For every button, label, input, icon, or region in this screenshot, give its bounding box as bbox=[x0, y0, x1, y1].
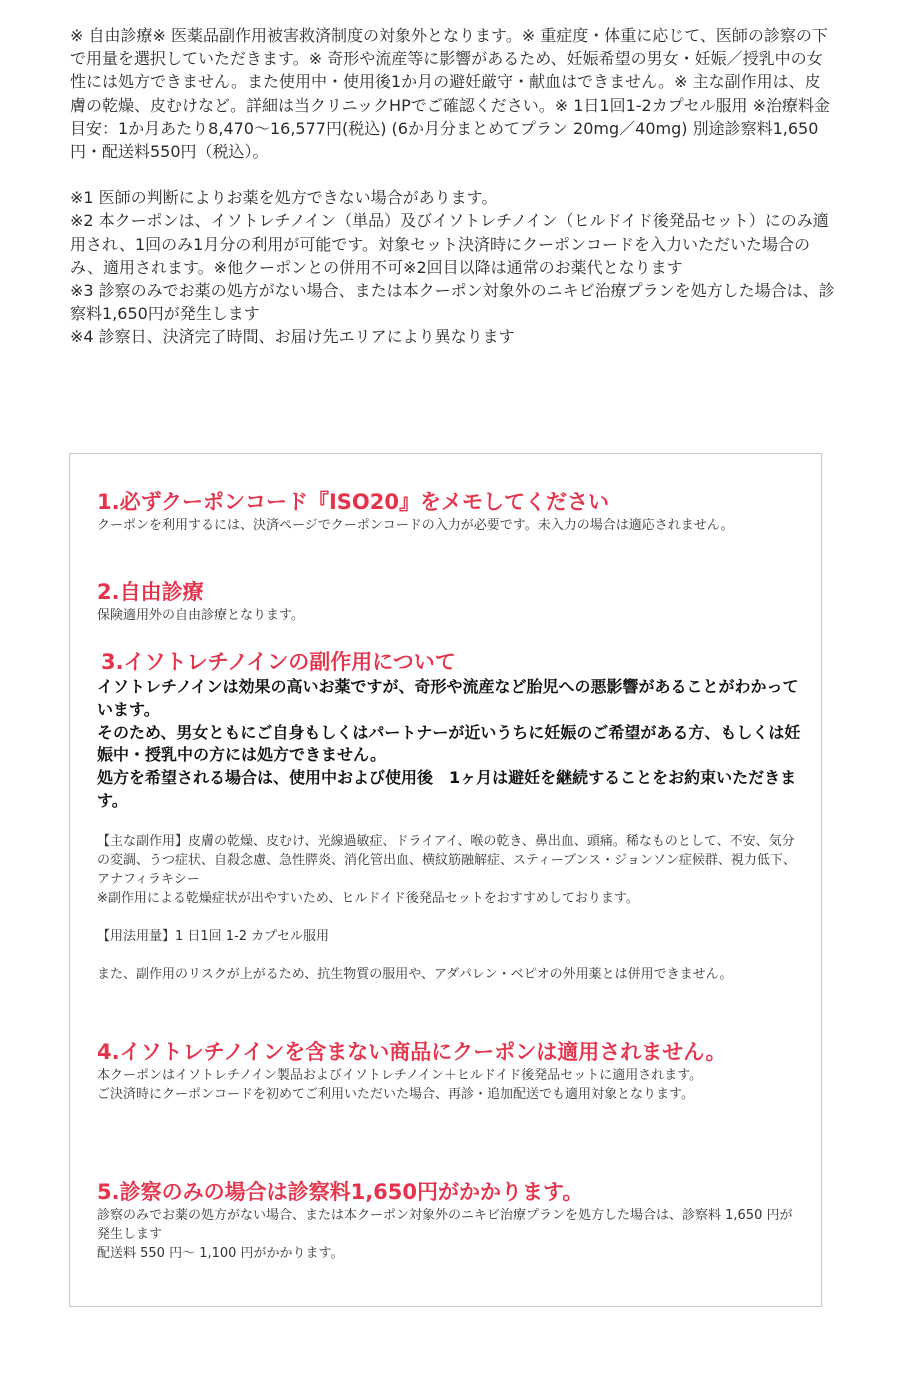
side-effects-list: 【主な副作用】皮膚の乾燥、皮むけ、光線過敏症、ドライアイ、喉の乾き、鼻出血、頭痛。稀なものとして、不安、気分の変調、うつ症状、自殺念慮、急性膵炎、消化管出血、横紋筋融解症、スティーブンス・ジョンソン症候群、視力低下、アナフィラキシー bbox=[97, 833, 796, 887]
note-2: ※2 本クーポンは、イソトレチノイン（単品）及びイソトレチノイン（ヒルドイド後発品セット）にのみ適用され、1回のみ1月分の利用が可能です。対象セット決済時にクーポンコードを入力いただいた場合のみ、適用されます。※他クーポンとの併用不可※2回目以降は通常のお薬代となります bbox=[70, 211, 829, 277]
dosage-text: 【用法用量】1 日1回 1-2 カプセル服用 bbox=[97, 928, 330, 944]
note-1: ※1 医師の判断によりお薬を処方できない場合があります。 bbox=[70, 188, 498, 208]
section-coupon-scope bbox=[97, 1038, 802, 1104]
section-1-title: 1.必ずクーポンコード『ISO20』をメモしてください bbox=[97, 490, 609, 514]
interaction-warning: また、副作用のリスクが上がるため、抗生物質の服用や、アダパレン・ベピオの外用薬とは併用できません。 bbox=[97, 966, 733, 982]
section-4-body-2: ご決済時にクーポンコードを初めてご利用いただいた場合、再診・追加配送でも適用対象となります。 bbox=[97, 1087, 694, 1102]
section-side-effects bbox=[97, 648, 802, 984]
section-2-body: 保険適用外の自由診療となります。 bbox=[97, 608, 304, 623]
section-3-warning-2: そのため、男女ともにご自身もしくはパートナーが近いうちに妊娠のご希望がある方、もしくは妊娠中・授乳中の方には処方できません。 bbox=[97, 722, 801, 765]
coupon-info-box bbox=[69, 453, 822, 1307]
section-3-warning-3: 処方を希望される場合は、使用中および使用後 1ヶ月は避妊を継続することをお約束いただきます。 bbox=[97, 768, 797, 810]
section-coupon-code bbox=[97, 488, 802, 535]
spacer bbox=[97, 908, 802, 927]
dryness-note: ※副作用による乾燥症状が出やすいため、ヒルドイド後発品セットをおすすめしております。 bbox=[97, 890, 639, 906]
section-1-body: クーポンを利用するには、決済ページでクーポンコードの入力が必要です。未入力の場合は適応されません。 bbox=[97, 518, 734, 533]
section-4-body-1: 本クーポンはイソトレチノイン製品およびイソトレチノイン＋ヒルドイド後発品セットに適用されます。 bbox=[97, 1068, 703, 1083]
spacer bbox=[97, 813, 802, 832]
spacer bbox=[70, 163, 835, 186]
spacer bbox=[97, 946, 802, 965]
section-4-title: 4.イソトレチノインを含まない商品にクーポンは適用されません。 bbox=[97, 1040, 727, 1064]
disclaimer-text: ※ 自由診療※ 医薬品副作用被害救済制度の対象外となります。※ 重症度・体重に応じて、医師の診察の下で用量を選択していただきます。※ 奇形や流産等に影響があるため、妊娠希望の男女・妊娠／授乳中の女性には処方できません。また使用中・使用後1か月の避妊厳守・献血はできません。※ 主な副作用は、皮膚の乾燥、皮むけなど。詳細は当クリニックHPでご確認ください。※ 1日1回1-2カプセル服用 ※治療料金目安：1か月あたり8,470〜16,577円(税込) (6か月分まとめてプラン 20mg／40mg) 別途診察料1,650円・配送料550円（税込）。 bbox=[70, 26, 831, 162]
note-4: ※4 診察日、決済完了時間、お届け先エリアにより異なります bbox=[70, 327, 515, 347]
section-3-title: 3.イソトレチノインの副作用について bbox=[101, 650, 456, 674]
section-consultation-fee bbox=[97, 1178, 802, 1263]
section-3-warning-1: イソトレチノインは効果の高いお薬ですが、奇形や流産など胎児への悪影響があることがわかっています。 bbox=[97, 677, 799, 719]
top-notes bbox=[70, 24, 835, 349]
section-5-body-1: 診察のみでお薬の処方がない場合、または本クーポン対象外のニキビ治療プランを処方した場合は、診察料 1,650 円が発生します bbox=[97, 1208, 793, 1242]
section-2-title: 2.自由診療 bbox=[97, 580, 204, 604]
section-5-title: 5.診察のみの場合は診察料1,650円がかかります。 bbox=[97, 1180, 584, 1204]
section-5-body-2: 配送料 550 円〜 1,100 円がかかります。 bbox=[97, 1246, 344, 1261]
note-3: ※3 診察のみでお薬の処方がない場合、または本クーポン対象外のニキビ治療プランを処方した場合は、診察料1,650円が発生します bbox=[70, 281, 835, 324]
section-free-treatment bbox=[97, 578, 802, 625]
